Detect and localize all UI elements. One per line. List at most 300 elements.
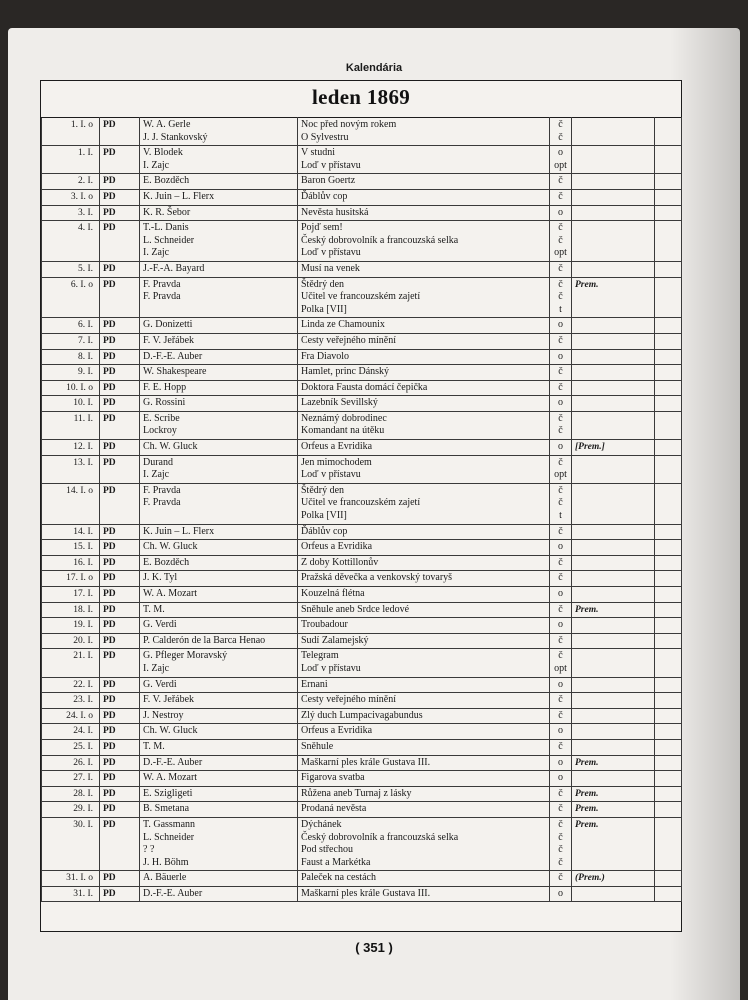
row-note	[572, 886, 655, 902]
row-authors-line: D.-F.-E. Auber	[143, 887, 203, 899]
row-authors-line: W. A. Mozart	[143, 772, 198, 784]
row-extra	[655, 693, 682, 709]
calendar-frame	[40, 80, 682, 932]
row-genre-line: o	[558, 678, 563, 690]
row-note: Prem.	[572, 755, 655, 771]
row-extra	[655, 786, 682, 802]
row-titles	[298, 189, 550, 205]
row-date: 14. I.	[42, 524, 100, 540]
month-title: leden 1869	[311, 85, 411, 109]
row-authors	[140, 618, 298, 634]
row-theatre: PD	[100, 649, 140, 677]
row-genre	[550, 440, 572, 456]
row-genre	[550, 724, 572, 740]
row-genre-line: opt	[554, 159, 567, 171]
row-theatre: PD	[100, 396, 140, 412]
row-theatre: PD	[100, 365, 140, 381]
row-titles-line: Orfeus a Evridika	[301, 441, 373, 453]
table-row	[42, 174, 682, 190]
row-titles	[298, 802, 550, 818]
row-genre	[550, 587, 572, 603]
row-genre-line: č	[558, 175, 563, 187]
row-titles	[298, 755, 550, 771]
row-extra	[655, 277, 682, 318]
row-authors	[140, 146, 298, 174]
row-titles-line: Doktora Fausta domácí čepička	[301, 381, 428, 393]
row-date: 10. I.	[42, 396, 100, 412]
row-genre	[550, 205, 572, 221]
row-titles-line: Z doby Kottillonův	[301, 556, 379, 568]
row-titles-line: Štědrý den	[301, 278, 345, 290]
table-row	[42, 739, 682, 755]
row-extra	[655, 708, 682, 724]
row-authors-line: K. R. Šebor	[143, 206, 191, 218]
row-titles-line: Nevěsta husitská	[301, 206, 369, 218]
row-titles-line: Český dobrovolník a francouzská selka	[301, 234, 459, 246]
row-genre-line: č	[558, 190, 563, 202]
row-note	[572, 118, 655, 146]
row-date: 13. I.	[42, 455, 100, 483]
row-authors	[140, 571, 298, 587]
row-authors	[140, 649, 298, 677]
row-extra	[655, 771, 682, 787]
row-date: 18. I.	[42, 602, 100, 618]
row-titles-line: Hamlet, princ Dánský	[301, 366, 390, 378]
row-date: 14. I. o	[42, 483, 100, 524]
row-note	[572, 724, 655, 740]
row-titles-line: Linda ze Chamounix	[301, 319, 385, 331]
row-theatre: PD	[100, 886, 140, 902]
row-authors	[140, 396, 298, 412]
row-genre-line: č	[558, 831, 563, 843]
row-titles	[298, 571, 550, 587]
row-authors-line: F. Pravda	[143, 291, 181, 303]
row-note	[572, 708, 655, 724]
row-genre-line: č	[558, 634, 563, 646]
row-theatre: PD	[100, 189, 140, 205]
row-note	[572, 365, 655, 381]
table-row	[42, 318, 682, 334]
table-row	[42, 524, 682, 540]
table-row	[42, 118, 682, 146]
row-genre-line: č	[558, 291, 563, 303]
row-theatre: PD	[100, 277, 140, 318]
book-page	[8, 28, 740, 1000]
row-authors	[140, 677, 298, 693]
row-genre-line: č	[558, 412, 563, 424]
row-titles-line: Cesty veřejného mínění	[301, 334, 396, 346]
row-authors-line: F. V. Jeřábek	[143, 334, 195, 346]
row-date: 15. I.	[42, 540, 100, 556]
row-genre	[550, 786, 572, 802]
row-note	[572, 540, 655, 556]
row-authors-line: I. Zajc	[143, 247, 170, 259]
row-note	[572, 380, 655, 396]
table-row	[42, 587, 682, 603]
running-head: Kalendária	[345, 62, 403, 74]
row-authors-line: K. Juin – L. Flerx	[143, 190, 215, 202]
row-authors-line: Ch. W. Gluck	[143, 541, 198, 553]
row-date: 10. I. o	[42, 380, 100, 396]
row-authors-line: J. J. Stankovský	[143, 131, 208, 143]
row-extra	[655, 261, 682, 277]
table-row	[42, 724, 682, 740]
row-titles-line: Jen mimochodem	[301, 456, 372, 468]
row-theatre: PD	[100, 205, 140, 221]
row-titles-line: Paleček na cestách	[301, 872, 376, 884]
row-theatre: PD	[100, 802, 140, 818]
table-row	[42, 649, 682, 677]
row-authors	[140, 440, 298, 456]
row-titles	[298, 524, 550, 540]
row-genre	[550, 455, 572, 483]
row-genre-line: č	[558, 484, 563, 496]
row-note	[572, 205, 655, 221]
row-authors-line: Lockroy	[143, 425, 177, 437]
row-date: 6. I. o	[42, 277, 100, 318]
row-authors-line: W. A. Gerle	[143, 119, 191, 130]
row-date: 24. I.	[42, 724, 100, 740]
row-genre-line: č	[558, 119, 563, 130]
row-authors	[140, 261, 298, 277]
row-extra	[655, 365, 682, 381]
row-note	[572, 349, 655, 365]
row-authors-line: B. Smetana	[143, 803, 190, 815]
row-genre-line: č	[558, 556, 563, 568]
row-theatre: PD	[100, 633, 140, 649]
row-theatre: PD	[100, 318, 140, 334]
row-authors	[140, 587, 298, 603]
row-genre-line: o	[558, 756, 563, 768]
row-genre-line: o	[558, 206, 563, 218]
row-authors	[140, 277, 298, 318]
row-genre	[550, 189, 572, 205]
row-authors	[140, 871, 298, 887]
row-genre	[550, 146, 572, 174]
row-theatre: PD	[100, 440, 140, 456]
row-genre	[550, 886, 572, 902]
table-row	[42, 618, 682, 634]
row-note	[572, 146, 655, 174]
row-extra	[655, 483, 682, 524]
table-row	[42, 277, 682, 318]
row-genre	[550, 571, 572, 587]
row-date: 29. I.	[42, 802, 100, 818]
row-titles	[298, 318, 550, 334]
row-extra	[655, 333, 682, 349]
row-titles	[298, 333, 550, 349]
row-date: 25. I.	[42, 739, 100, 755]
row-note: Prem.	[572, 602, 655, 618]
table-row	[42, 380, 682, 396]
page-number: ( 351 )	[355, 940, 393, 955]
row-titles	[298, 817, 550, 870]
table-row	[42, 708, 682, 724]
row-genre-line: č	[558, 872, 563, 884]
row-genre-line: č	[558, 262, 563, 274]
row-theatre: PD	[100, 786, 140, 802]
row-titles-line: Sudí Zalamejský	[301, 634, 369, 646]
table-row	[42, 555, 682, 571]
row-genre-line: t	[559, 303, 562, 315]
row-authors-line: K. Juin – L. Flerx	[143, 525, 215, 537]
row-authors	[140, 333, 298, 349]
row-titles-line: Český dobrovolník a francouzská selka	[301, 831, 459, 843]
row-authors-line: G. Verdi	[143, 619, 177, 631]
row-titles-line: Prodaná nevěsta	[301, 803, 367, 815]
row-genre-line: o	[558, 772, 563, 784]
row-authors	[140, 365, 298, 381]
row-note	[572, 333, 655, 349]
row-titles-line: Baron Goertz	[301, 175, 356, 187]
table-row	[42, 333, 682, 349]
row-genre	[550, 540, 572, 556]
row-authors-line: F. Pravda	[143, 278, 181, 290]
row-note	[572, 739, 655, 755]
row-extra	[655, 396, 682, 412]
row-genre	[550, 396, 572, 412]
row-theatre: PD	[100, 333, 140, 349]
row-theatre: PD	[100, 771, 140, 787]
row-extra	[655, 618, 682, 634]
row-genre	[550, 649, 572, 677]
row-genre	[550, 221, 572, 262]
row-note: Prem.	[572, 817, 655, 870]
row-authors-line: F. Pravda	[143, 484, 181, 496]
row-titles-line: Neznámý dobrodinec	[301, 412, 387, 424]
row-theatre: PD	[100, 455, 140, 483]
row-date: 7. I.	[42, 333, 100, 349]
row-genre-line: o	[558, 319, 563, 331]
row-note	[572, 555, 655, 571]
row-titles-line: Loď v přístavu	[301, 247, 361, 259]
row-genre-line: č	[558, 381, 563, 393]
row-authors-line: J. Nestroy	[143, 709, 184, 721]
row-extra	[655, 555, 682, 571]
row-authors	[140, 221, 298, 262]
row-genre	[550, 802, 572, 818]
row-extra	[655, 724, 682, 740]
row-theatre: PD	[100, 724, 140, 740]
row-note	[572, 649, 655, 677]
row-theatre: PD	[100, 693, 140, 709]
table-row	[42, 677, 682, 693]
row-authors-line: T. M.	[143, 740, 165, 752]
table-row	[42, 771, 682, 787]
row-titles-line: Noc před novým rokem	[301, 119, 397, 130]
table-row	[42, 349, 682, 365]
row-titles-line: Sněhule aneb Srdce ledové	[301, 603, 410, 615]
row-note	[572, 571, 655, 587]
row-note: Prem.	[572, 277, 655, 318]
row-theatre: PD	[100, 349, 140, 365]
row-titles	[298, 118, 550, 146]
row-titles-line: Lazebník Sevillský	[301, 397, 378, 409]
row-theatre: PD	[100, 555, 140, 571]
row-extra	[655, 411, 682, 439]
row-note	[572, 396, 655, 412]
row-authors-line: F. E. Hopp	[143, 381, 187, 393]
row-authors-line: W. A. Mozart	[143, 588, 198, 599]
row-authors-line: E. Bozděch	[143, 175, 190, 187]
row-genre	[550, 380, 572, 396]
table-row	[42, 440, 682, 456]
table-row	[42, 602, 682, 618]
row-note	[572, 587, 655, 603]
row-authors	[140, 318, 298, 334]
row-titles	[298, 587, 550, 603]
row-authors-line: T. Gassmann	[143, 818, 196, 830]
row-extra	[655, 318, 682, 334]
row-genre	[550, 708, 572, 724]
table-row	[42, 455, 682, 483]
row-authors	[140, 802, 298, 818]
row-titles-line: Kouzelná flétna	[301, 588, 365, 599]
row-authors	[140, 693, 298, 709]
row-theatre: PD	[100, 602, 140, 618]
table-row	[42, 205, 682, 221]
row-extra	[655, 189, 682, 205]
row-authors-line: T. M.	[143, 603, 165, 615]
row-titles-line: Figarova svatba	[301, 772, 365, 784]
row-genre	[550, 755, 572, 771]
row-genre-line: t	[559, 510, 562, 522]
row-titles-line: Loď v přístavu	[301, 469, 361, 481]
row-authors	[140, 708, 298, 724]
table-row	[42, 221, 682, 262]
row-genre-line: o	[558, 147, 563, 159]
row-genre-line: č	[558, 525, 563, 537]
row-date: 28. I.	[42, 786, 100, 802]
row-genre	[550, 817, 572, 870]
row-authors-line: I. Zajc	[143, 662, 170, 674]
row-extra	[655, 440, 682, 456]
row-authors-line: D.-F.-E. Auber	[143, 350, 203, 362]
row-titles-line: Sněhule	[301, 740, 334, 752]
row-titles-line: Polka [VII]	[301, 510, 347, 522]
table-row	[42, 633, 682, 649]
row-genre-line: o	[558, 541, 563, 553]
row-genre-line: opt	[554, 469, 567, 481]
row-note	[572, 771, 655, 787]
row-genre-line: č	[558, 425, 563, 437]
row-titles	[298, 602, 550, 618]
row-titles	[298, 693, 550, 709]
row-genre-line: č	[558, 131, 563, 143]
table-row	[42, 755, 682, 771]
row-date: 5. I.	[42, 261, 100, 277]
row-authors-line: L. Schneider	[143, 234, 195, 246]
row-genre	[550, 411, 572, 439]
row-authors-line: G. Pfleger Moravský	[143, 650, 228, 662]
row-genre-line: č	[558, 603, 563, 615]
table-row	[42, 146, 682, 174]
row-note: (Prem.)	[572, 871, 655, 887]
row-genre	[550, 277, 572, 318]
row-titles-line: Štědrý den	[301, 484, 345, 496]
row-note	[572, 677, 655, 693]
row-authors-line: F. V. Jeřábek	[143, 694, 195, 706]
row-titles	[298, 555, 550, 571]
row-extra	[655, 739, 682, 755]
calendar-table	[41, 117, 682, 902]
row-genre-line: o	[558, 725, 563, 737]
table-row	[42, 483, 682, 524]
row-titles	[298, 618, 550, 634]
row-titles-line: Ernani	[301, 678, 328, 690]
row-theatre: PD	[100, 708, 140, 724]
row-theatre: PD	[100, 540, 140, 556]
row-genre-line: o	[558, 887, 563, 899]
row-extra	[655, 677, 682, 693]
row-note	[572, 524, 655, 540]
row-theatre: PD	[100, 411, 140, 439]
calendar-rows	[42, 118, 682, 902]
row-genre-line: č	[558, 278, 563, 290]
row-authors	[140, 455, 298, 483]
row-titles-line: Polka [VII]	[301, 303, 347, 315]
row-authors-line: E. Bozděch	[143, 556, 190, 568]
row-titles	[298, 221, 550, 262]
row-genre	[550, 483, 572, 524]
row-titles-line: Faust a Markétka	[301, 856, 371, 868]
row-extra	[655, 174, 682, 190]
row-note	[572, 693, 655, 709]
row-titles-line: Maškarní ples krále Gustava III.	[301, 756, 431, 768]
row-titles	[298, 633, 550, 649]
row-theatre: PD	[100, 571, 140, 587]
row-titles	[298, 396, 550, 412]
row-titles	[298, 724, 550, 740]
row-genre	[550, 174, 572, 190]
row-note	[572, 483, 655, 524]
row-genre	[550, 618, 572, 634]
row-genre-line: o	[558, 441, 563, 453]
row-genre	[550, 261, 572, 277]
row-extra	[655, 118, 682, 146]
row-titles	[298, 649, 550, 677]
row-genre	[550, 318, 572, 334]
row-note	[572, 174, 655, 190]
row-date: 1. I.	[42, 146, 100, 174]
row-theatre: PD	[100, 587, 140, 603]
row-date: 12. I.	[42, 440, 100, 456]
row-titles-line: Zlý duch Lumpacivagabundus	[301, 709, 423, 721]
row-authors	[140, 555, 298, 571]
row-date: 3. I. o	[42, 189, 100, 205]
row-date: 24. I. o	[42, 708, 100, 724]
row-date: 6. I.	[42, 318, 100, 334]
row-note	[572, 411, 655, 439]
row-date: 11. I.	[42, 411, 100, 439]
row-date: 19. I.	[42, 618, 100, 634]
row-genre-line: č	[558, 787, 563, 799]
row-authors	[140, 755, 298, 771]
row-genre-line: o	[558, 350, 563, 362]
row-theatre: PD	[100, 739, 140, 755]
row-genre-line: č	[558, 709, 563, 721]
row-genre-line: č	[558, 844, 563, 856]
row-titles-line: Dýchánek	[301, 818, 342, 830]
row-titles	[298, 174, 550, 190]
row-titles-line: Učitel ve francouzském zajetí	[301, 497, 421, 509]
row-genre-line: č	[558, 856, 563, 868]
row-titles-line: Telegram	[301, 650, 339, 662]
row-genre-line: o	[558, 588, 563, 599]
row-titles-line: Učitel ve francouzském zajetí	[301, 291, 421, 303]
table-row	[42, 411, 682, 439]
row-extra	[655, 571, 682, 587]
